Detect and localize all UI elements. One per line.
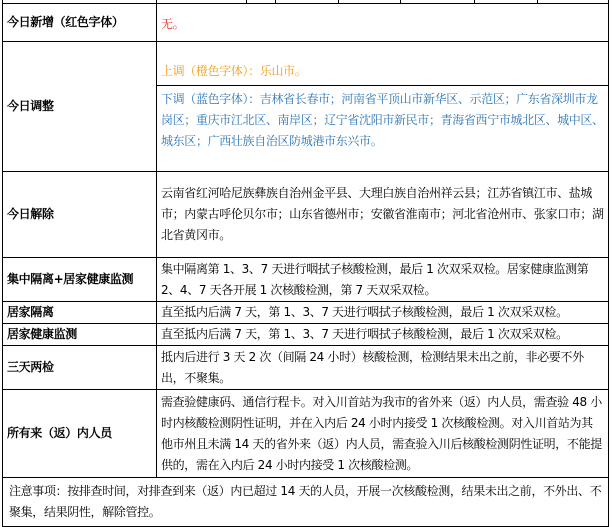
notes-text: 注意事项：按排查时间，对排查到来（返）内已超过 14 天的人员，开展一次核酸检测，结果未出之前，不外出、不聚集，结果阴性，解除管控。 xyxy=(3,478,609,527)
row-three-day xyxy=(3,346,609,390)
row-value-home-monitor: 直至抵内后满 7 天，第 1、3、7 天进行咽拭子核酸检测，最后 1 次双采双检。 xyxy=(157,324,609,346)
row-label-new: 今日新增（红色字体） xyxy=(3,4,157,42)
row-value-adjust xyxy=(157,42,609,172)
row-arrivals xyxy=(3,390,609,478)
row-label-home-iso: 居家隔离 xyxy=(3,302,157,324)
row-home-monitor xyxy=(3,324,609,346)
row-value-new xyxy=(157,4,609,42)
row-value-central: 集中隔离第 1、3、7 天进行咽拭子核酸检测，最后 1 次双采双检。居家健康监测第 2、4、7 天各开展 1 次核酸检测，第 7 天双采双检。 xyxy=(157,258,609,302)
row-adjust xyxy=(3,42,609,172)
row-label-arrivals: 所有来（返）内人员 xyxy=(3,390,157,478)
row-value-arrivals: 需查验健康码、通信行程卡。对入川首站为我市的省外来（返）内人员，需查验 48 小时内核酸检测阴性证明，并在入内后 24 小时内接受 1 次核酸检测。对入川首站为其他市州且未满 14 天的省外来（返）内人员，需查验入川后核酸检测阴性证明，不能提供的，需在入内后 24 小时内接受 1 次核酸检测。 xyxy=(157,390,609,478)
row-value-three-day: 抵内后进行 3 天 2 次（间隔 24 小时）核酸检测，检测结果未出之前，非必要不外出，不聚集。 xyxy=(157,346,609,390)
new-areas-text: 无。 xyxy=(161,17,185,31)
row-value-home-iso: 直至抵内后满 7 天，第 1、3、7 天进行咽拭子核酸检测，最后 1 次双采双检。 xyxy=(157,302,609,324)
row-label-lift: 今日解除 xyxy=(3,172,157,258)
row-home-iso xyxy=(3,302,609,324)
upgrade-areas-text: 上调（橙色字体）：乐山市。 xyxy=(161,64,307,78)
row-label-three-day: 三天两检 xyxy=(3,346,157,390)
row-note xyxy=(3,478,609,527)
row-new xyxy=(3,4,609,42)
row-label-home-monitor: 居家健康监测 xyxy=(3,324,157,346)
row-central xyxy=(3,258,609,302)
policy-table xyxy=(2,3,609,527)
downgrade-areas-text: 下调（蓝色字体）：吉林省长春市；河南省平顶山市新华区、示范区；广东省深圳市龙岗区；重庆市江北区、南岸区；辽宁省沈阳市新民市；青海省西宁市城北区、城中区、城东区；广西壮族自治区防城港市东兴市。 xyxy=(157,85,608,155)
row-label-adjust: 今日调整 xyxy=(3,42,157,172)
row-lift xyxy=(3,172,609,258)
row-label-central: 集中隔离+居家健康监测 xyxy=(3,258,157,302)
row-value-lift: 云南省红河哈尼族彝族自治州金平县、大理白族自治州祥云县；江苏省镇江市、盐城市；内蒙古呼伦贝尔市；山东省德州市；安徽省淮南市；河北省沧州市、张家口市；湖北省黄冈市。 xyxy=(157,172,609,258)
